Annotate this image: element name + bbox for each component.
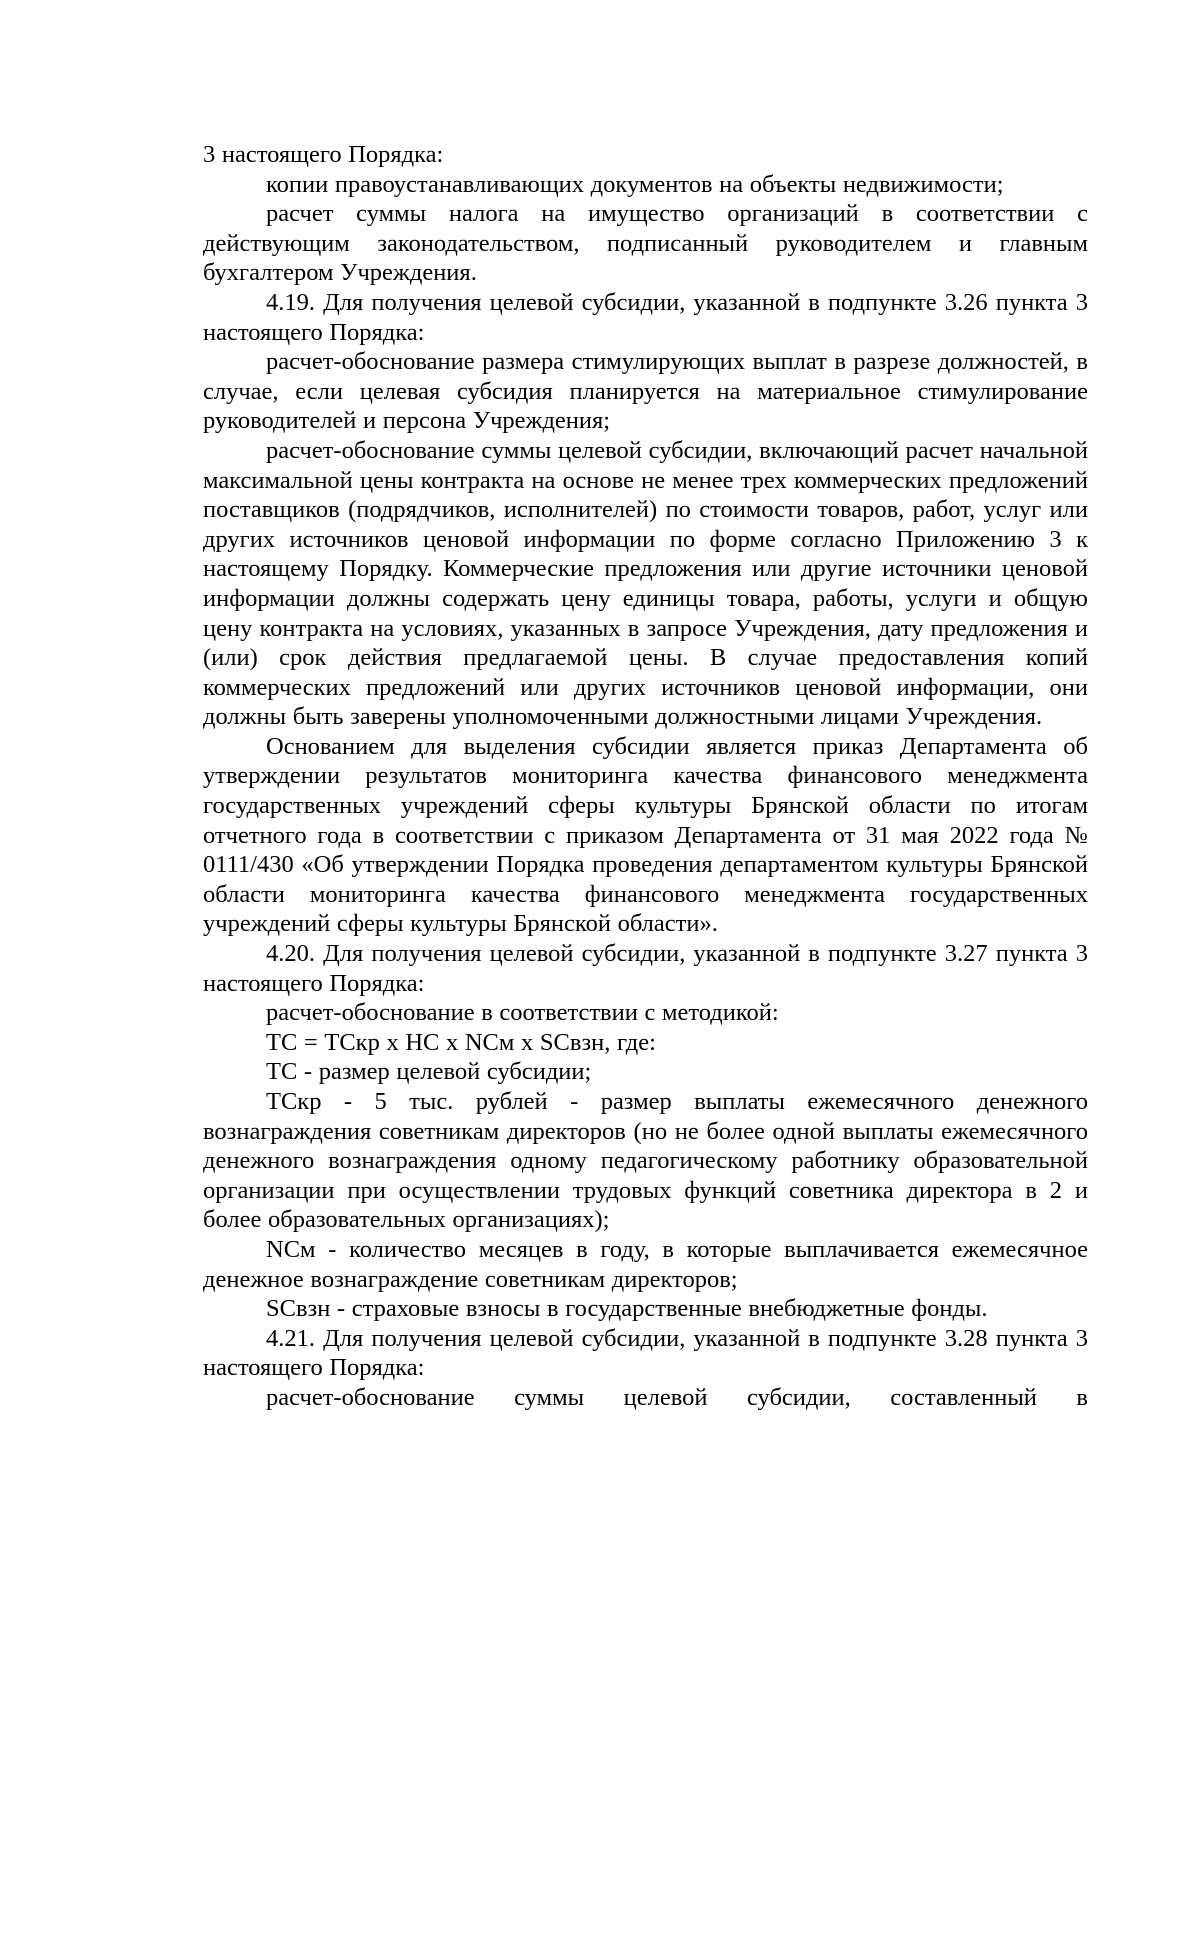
paragraph: копии правоустанавливающих документов на объекты недвижимости;	[266, 170, 1004, 198]
section-heading-4-20: 4.20. Для получения целевой субсидии, указанной в подпункте 3.27 пункта 3 настоящего Порядка:	[203, 940, 1088, 997]
paragraph: расчет-обоснование размера стимулирующих выплат в разрезе должностей, в случае, если целевая субсидия планируется на материальное стимулирование руководителей и персона Учреждения;	[203, 348, 1088, 435]
formula-definition: SСвзн - страховые взносы в государственные внебюджетные фонды.	[266, 1295, 988, 1323]
paragraph: расчет-обоснование суммы целевой субсидии, составленный в	[266, 1383, 1088, 1411]
section-heading-4-19: 4.19. Для получения целевой субсидии, указанной в подпункте 3.26 пункта 3 настоящего Порядка:	[203, 288, 1088, 346]
formula: ТС = ТСкр х НС х NСм х SСвзн, где:	[266, 1028, 656, 1056]
paragraph: Основанием для выделения субсидии является приказ Департамента об утверждении результатов мониторинга качества финансового менеджмента государственных учреждений сферы культуры Брянской области по итогам отчетного года в соответствии с приказом Департамента от 31 мая 2022 года № 0111/430 «Об утверждении Порядка проведения департаментом культуры Брянской области мониторинга качества финансового менеджмента государственных учреждений сферы культуры Брянской области».	[203, 732, 1088, 938]
paragraph: расчет суммы налога на имущество организаций в соответствии с действующим законодательством, подписанный руководителем и главным бухгалтером Учреждения.	[203, 200, 1088, 287]
paragraph: 3 настоящего Порядка:	[203, 141, 444, 168]
section-heading-4-21: 4.21. Для получения целевой субсидии, указанной в подпункте 3.28 пункта 3 настоящего Порядка:	[203, 1324, 1088, 1382]
paragraph: расчет-обоснование в соответствии с методикой:	[266, 999, 779, 1027]
document-body	[203, 140, 1088, 1413]
paragraph: расчет-обоснование суммы целевой субсидии, включающий расчет начальной максимальной цены контракта на основе не менее трех коммерческих предложений поставщиков (подрядчиков, исполнителей) по стоимости товаров, работ, услуг или других источников ценовой информации по форме согласно Приложению 3 к настоящему Порядку. Коммерческие предложения или другие источники ценовой информации должны содержать цену единицы товара, работы, услуги и общую цену контракта на условиях, указанных в запросе Учреждения, дату предложения и (или) срок действия предлагаемой цены. В случае предоставления копий коммерческих предложений или других источников ценовой информации, они должны быть заверены уполномоченными должностными лицами Учреждения.	[203, 436, 1088, 731]
formula-definition: ТСкр - 5 тыс. рублей - размер выплаты ежемесячного денежного вознаграждения советникам директоров (но не более одной выплаты ежемесячного денежного вознаграждения одному педагогическому работнику образовательной организации при осуществлении трудовых функций советника директора в 2 и более образовательных организациях);	[203, 1088, 1088, 1234]
formula-definition: ТС - размер целевой субсидии;	[266, 1058, 592, 1086]
formula-definition: NСм - количество месяцев в году, в которые выплачивается ежемесячное денежное вознаграждение советникам директоров;	[203, 1235, 1088, 1293]
